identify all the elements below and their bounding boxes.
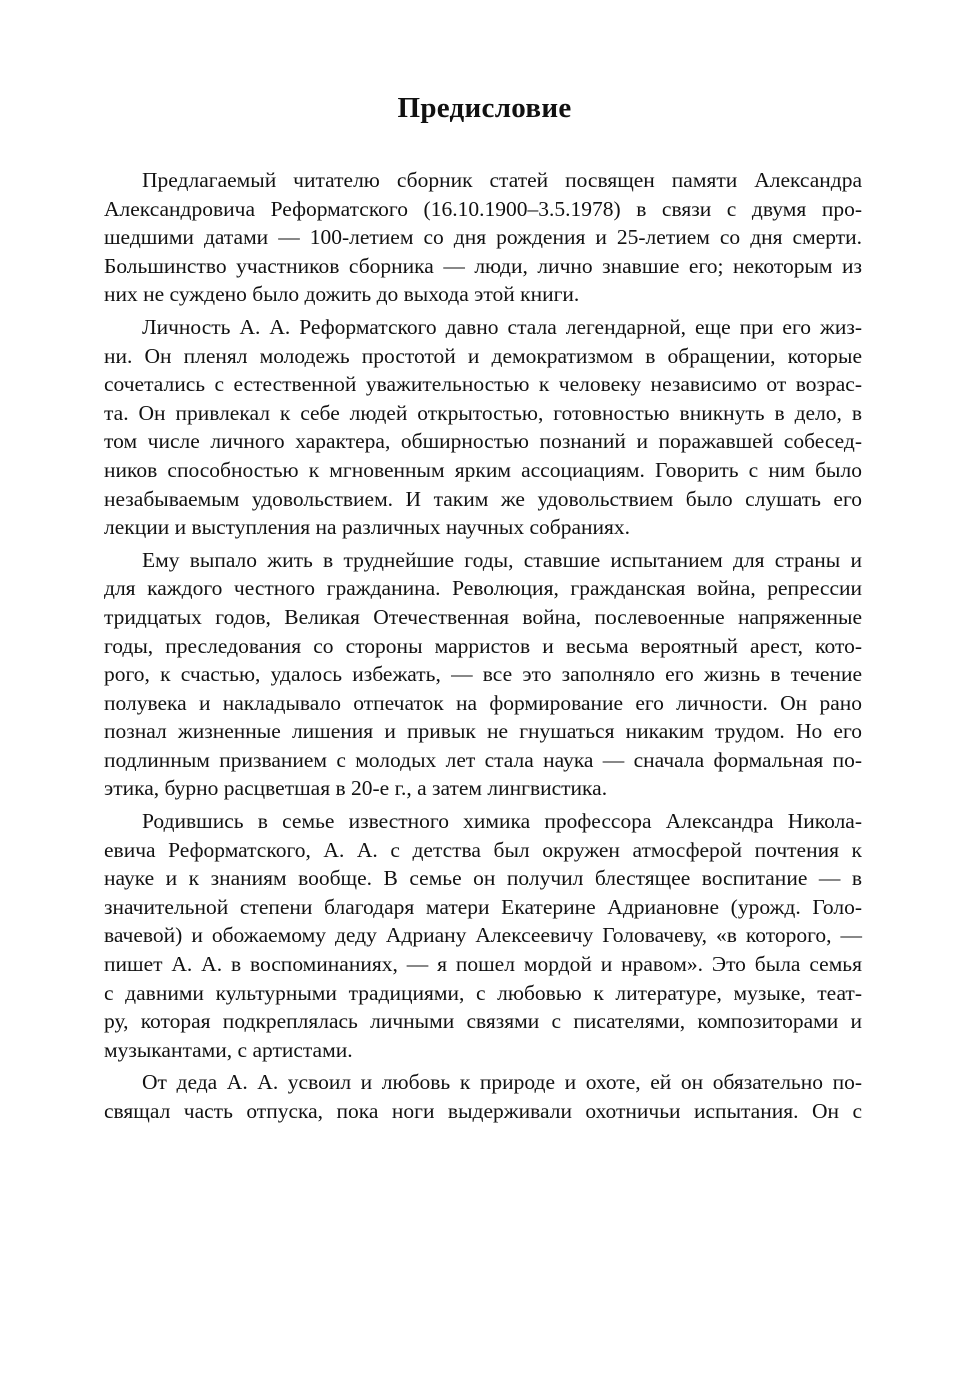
text-line: рого, к счастью, удалось избежать, — все это заполняло его жизнь в течение: [104, 662, 862, 687]
text-line: От деда А. А. усвоил и любовь к природе и охоте, ей он обязательно по-: [142, 1070, 862, 1095]
text-line: евича Реформатского, А. А. с детства был окружен атмосферой почтения к: [104, 837, 862, 862]
text-line: с давними культурными традициями, с любовью к литературе, музыке, теат-: [104, 980, 862, 1005]
text-line: тридцатых годов, Великая Отечественная война, послевоенные напряженные: [104, 604, 862, 629]
text-line: свящал часть отпуска, пока ноги выдерживали охотничьи испытания. Он с: [104, 1099, 862, 1123]
text-line: Александровича Реформатского (16.10.1900–3.5.1978) в связи с двумя про-: [104, 196, 862, 221]
text-line: Большинство участников сборника — люди, лично знавшие его; некоторым из: [104, 253, 862, 278]
text-line: этика, бурно расцветшая в 20-е г., а затем лингвистика.: [104, 776, 608, 801]
text-line: ников способностью к мгновенным ярким ассоциациям. Говорить с ним было: [104, 457, 862, 482]
paragraph-2: [104, 313, 862, 542]
text-line: Ему выпало жить в труднейшие годы, ставшие испытанием для страны и: [142, 547, 862, 572]
text-line: годы, преследования со стороны марристов и весьма вероятный арест, кото-: [104, 633, 862, 658]
text-line: пишет А. А. в воспоминаниях, — я пошел мордой и нравом». Это была семья: [104, 952, 862, 977]
text-line: Предлагаемый читателю сборник статей посвящен памяти Александра: [142, 168, 862, 192]
text-line: для каждого честного гражданина. Революция, гражданская война, репрессии: [104, 576, 862, 601]
text-line: подлинным призванием с молодых лет стала наука — сначала формальная по-: [104, 747, 862, 772]
text-line: ру, которая подкреплялась личными связями с писателями, композиторами и: [104, 1009, 862, 1034]
body-text: [104, 166, 862, 1126]
text-line: них не суждено было дожить до выхода этой книги.: [104, 282, 580, 307]
text-line: шедшими датами — 100-летием со дня рождения и 25-летием со дня смерти.: [104, 225, 862, 250]
paragraph-4: [104, 807, 862, 1064]
text-line: Родившись в семье известного химика профессора Александра Никола-: [142, 809, 862, 834]
text-line: лекции и выступления на различных научных собраниях.: [104, 515, 631, 540]
text-line: та. Он привлекал к себе людей открытостью, готовностью вникнуть в дело, в: [104, 400, 862, 425]
text-line: сочетались с естественной уважительностью к человеку независимо от возрас-: [104, 372, 862, 397]
page-title: Предисловие: [397, 92, 572, 124]
paragraph-1: [104, 166, 862, 309]
text-line: ни. Он пленял молодежь простотой и демократизмом в обращении, которые: [104, 343, 862, 368]
text-line: познал жизненные лишения и привык не гнушаться никаким трудом. Но его: [104, 719, 862, 744]
text-line: вачевой) и обожаемому деду Адриану Алексеевичу Головачеву, «в которого, —: [104, 923, 862, 948]
text-line: науке и к знаниям вообще. В семье он получил блестящее воспитание — в: [104, 866, 862, 891]
text-line: значительной степени благодаря матери Екатерине Адриановне (урожд. Голо-: [104, 894, 862, 919]
text-line: незабываемым удовольствием. И таким же удовольствием было слушать его: [104, 486, 862, 511]
paragraph-3: [104, 546, 862, 803]
text-line: том числе личного характера, обширностью познаний и поражавшей собесед-: [104, 429, 862, 454]
paragraph-5: [104, 1068, 862, 1125]
text-line: Личность А. А. Реформатского давно стала легендарной, еще при его жиз-: [142, 314, 862, 339]
text-line: музыкантами, с артистами.: [104, 1037, 353, 1062]
text-line: полувека и накладывало отпечаток на формирование его личности. Он рано: [104, 690, 862, 715]
